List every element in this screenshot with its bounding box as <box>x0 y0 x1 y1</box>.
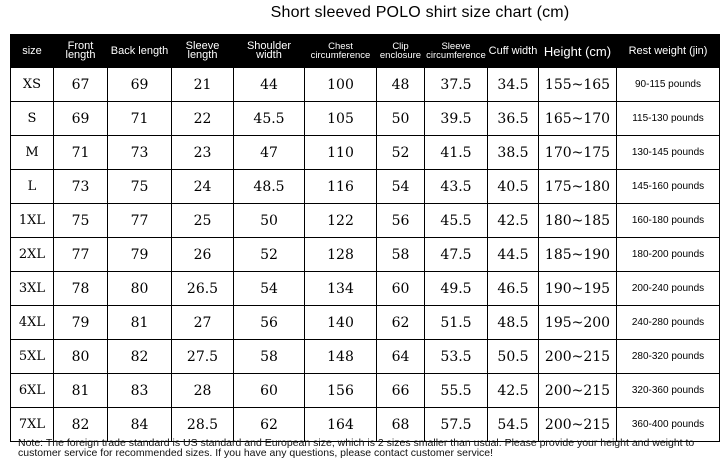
table-cell: 41.5 <box>425 136 488 170</box>
table-cell: 80 <box>54 340 108 374</box>
table-cell: 57.5 <box>425 408 488 442</box>
table-cell: 47.5 <box>425 238 488 272</box>
table-cell: 37.5 <box>425 68 488 102</box>
table-cell: 75 <box>108 170 172 204</box>
table-cell: 24 <box>172 170 234 204</box>
table-cell: 47 <box>234 136 305 170</box>
size-cell: M <box>11 136 54 170</box>
table-cell: 200~215 <box>539 340 617 374</box>
header-row <box>11 35 720 68</box>
table-cell: 26 <box>172 238 234 272</box>
table-cell: 40.5 <box>488 170 539 204</box>
table-cell: 22 <box>172 102 234 136</box>
size-cell: 1XL <box>11 204 54 238</box>
table-cell: 69 <box>54 102 108 136</box>
table-cell: 84 <box>108 408 172 442</box>
table-cell: 128 <box>305 238 377 272</box>
table-cell: 48.5 <box>234 170 305 204</box>
weight-cell: 130-145 pounds <box>617 136 720 170</box>
weight-cell: 160-180 pounds <box>617 204 720 238</box>
page-title: Short sleeved POLO shirt size chart (cm) <box>270 4 570 21</box>
table-row <box>11 238 720 272</box>
table-cell: 73 <box>54 170 108 204</box>
table-cell: 80 <box>108 272 172 306</box>
table-cell: 44 <box>234 68 305 102</box>
table-cell: 134 <box>305 272 377 306</box>
table-cell: 48 <box>377 68 425 102</box>
table-cell: 52 <box>377 136 425 170</box>
weight-cell: 360-400 pounds <box>617 408 720 442</box>
size-cell: 5XL <box>11 340 54 374</box>
table-cell: 79 <box>54 306 108 340</box>
header-cell: Shoulder width <box>234 35 305 68</box>
weight-cell: 240-280 pounds <box>617 306 720 340</box>
size-cell: XS <box>11 68 54 102</box>
size-cell: 4XL <box>11 306 54 340</box>
table-cell: 64 <box>377 340 425 374</box>
table-cell: 110 <box>305 136 377 170</box>
header-cell: Height (cm) <box>539 35 617 68</box>
table-cell: 81 <box>54 374 108 408</box>
table-cell: 50 <box>377 102 425 136</box>
table-cell: 200~215 <box>539 408 617 442</box>
table-cell: 77 <box>54 238 108 272</box>
table-cell: 73 <box>108 136 172 170</box>
table-row <box>11 204 720 238</box>
table-cell: 185~190 <box>539 238 617 272</box>
table-cell: 200~215 <box>539 374 617 408</box>
table-cell: 66 <box>377 374 425 408</box>
table-cell: 38.5 <box>488 136 539 170</box>
table-cell: 42.5 <box>488 204 539 238</box>
table-cell: 156 <box>305 374 377 408</box>
table-cell: 45.5 <box>425 204 488 238</box>
weight-cell: 280-320 pounds <box>617 340 720 374</box>
table-cell: 68 <box>377 408 425 442</box>
weight-cell: 200-240 pounds <box>617 272 720 306</box>
size-cell: 3XL <box>11 272 54 306</box>
table-cell: 62 <box>377 306 425 340</box>
table-cell: 28.5 <box>172 408 234 442</box>
table-cell: 69 <box>108 68 172 102</box>
table-cell: 54 <box>377 170 425 204</box>
table-cell: 50.5 <box>488 340 539 374</box>
header-cell: Rest weight (jin) <box>617 35 720 68</box>
table-cell: 50 <box>234 204 305 238</box>
table-cell: 39.5 <box>425 102 488 136</box>
table-cell: 48.5 <box>488 306 539 340</box>
table-cell: 25 <box>172 204 234 238</box>
table-cell: 122 <box>305 204 377 238</box>
table-cell: 71 <box>54 136 108 170</box>
size-cell: S <box>11 102 54 136</box>
table-cell: 52 <box>234 238 305 272</box>
size-cell: L <box>11 170 54 204</box>
header-cell: Sleeve length <box>172 35 234 68</box>
table-cell: 34.5 <box>488 68 539 102</box>
header-cell: Clip enclosure <box>377 35 425 68</box>
table-cell: 51.5 <box>425 306 488 340</box>
weight-cell: 145-160 pounds <box>617 170 720 204</box>
table-cell: 164 <box>305 408 377 442</box>
table-cell: 190~195 <box>539 272 617 306</box>
size-cell: 6XL <box>11 374 54 408</box>
table-cell: 116 <box>305 170 377 204</box>
table-cell: 170~175 <box>539 136 617 170</box>
table-cell: 27.5 <box>172 340 234 374</box>
table-row <box>11 136 720 170</box>
table-row <box>11 272 720 306</box>
table-cell: 100 <box>305 68 377 102</box>
table-cell: 62 <box>234 408 305 442</box>
table-cell: 81 <box>108 306 172 340</box>
weight-cell: 180-200 pounds <box>617 238 720 272</box>
table-cell: 140 <box>305 306 377 340</box>
table-cell: 58 <box>377 238 425 272</box>
table-row <box>11 340 720 374</box>
table-cell: 77 <box>108 204 172 238</box>
table-row <box>11 306 720 340</box>
table-row <box>11 374 720 408</box>
table-cell: 71 <box>108 102 172 136</box>
table-cell: 155~165 <box>539 68 617 102</box>
table-cell: 53.5 <box>425 340 488 374</box>
table-cell: 21 <box>172 68 234 102</box>
table-cell: 58 <box>234 340 305 374</box>
header-cell: size <box>11 35 54 68</box>
table-cell: 195~200 <box>539 306 617 340</box>
size-cell: 7XL <box>11 408 54 442</box>
weight-cell: 320-360 pounds <box>617 374 720 408</box>
table-cell: 75 <box>54 204 108 238</box>
table-cell: 60 <box>234 374 305 408</box>
header-cell: Cuff width <box>488 35 539 68</box>
table-cell: 82 <box>108 340 172 374</box>
table-cell: 28 <box>172 374 234 408</box>
table-body <box>11 68 720 442</box>
table-cell: 79 <box>108 238 172 272</box>
table-row <box>11 170 720 204</box>
table-cell: 54.5 <box>488 408 539 442</box>
weight-cell: 90-115 pounds <box>617 68 720 102</box>
table-cell: 67 <box>54 68 108 102</box>
footnote: Note: The foreign trade standard is US standard and European size, which is 2 sizes smaller than usual. Please provide your height and weight to customer service for recommended sizes. If you have any questions, please contact customer service! <box>18 437 695 459</box>
table-cell: 54 <box>234 272 305 306</box>
table-cell: 82 <box>54 408 108 442</box>
table-cell: 43.5 <box>425 170 488 204</box>
table-cell: 44.5 <box>488 238 539 272</box>
table-cell: 105 <box>305 102 377 136</box>
header-cell: Back length <box>108 35 172 68</box>
table-cell: 175~180 <box>539 170 617 204</box>
table-cell: 78 <box>54 272 108 306</box>
table-cell: 23 <box>172 136 234 170</box>
table-row <box>11 68 720 102</box>
header-cell: Front length <box>54 35 108 68</box>
table-row <box>11 102 720 136</box>
table-cell: 49.5 <box>425 272 488 306</box>
table-cell: 55.5 <box>425 374 488 408</box>
table-cell: 180~185 <box>539 204 617 238</box>
weight-cell: 115-130 pounds <box>617 102 720 136</box>
table-cell: 83 <box>108 374 172 408</box>
size-chart-table <box>10 34 720 442</box>
table-cell: 165~170 <box>539 102 617 136</box>
table-cell: 56 <box>377 204 425 238</box>
table-cell: 45.5 <box>234 102 305 136</box>
table-cell: 27 <box>172 306 234 340</box>
table-cell: 36.5 <box>488 102 539 136</box>
table-cell: 42.5 <box>488 374 539 408</box>
header-cell: Chest circumference <box>305 35 377 68</box>
table-cell: 60 <box>377 272 425 306</box>
table-cell: 46.5 <box>488 272 539 306</box>
header-cell: Sleeve circumference <box>425 35 488 68</box>
table-cell: 56 <box>234 306 305 340</box>
table-cell: 148 <box>305 340 377 374</box>
table-cell: 26.5 <box>172 272 234 306</box>
size-cell: 2XL <box>11 238 54 272</box>
